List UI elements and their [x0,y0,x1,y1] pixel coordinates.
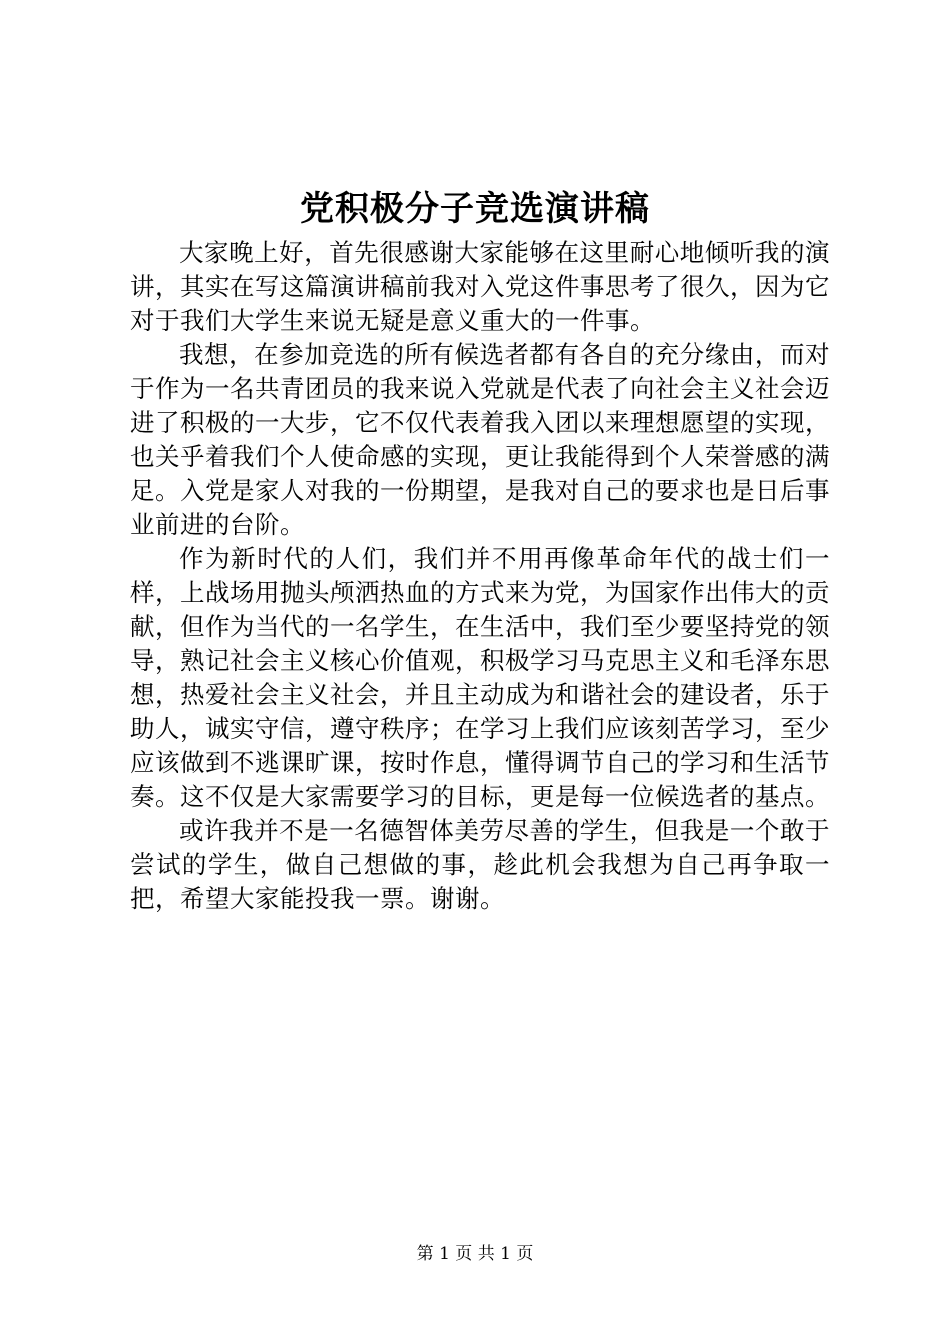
paragraph-1: 大家晚上好，首先很感谢大家能够在这里耐心地倾听我的演讲，其实在写这篇演讲稿前我对入党这件事思考了很久，因为它对于我们大学生来说无疑是意义重大的一件事。 [130,238,830,335]
paragraph-3: 作为新时代的人们，我们并不用再像革命年代的战士们一样，上战场用抛头颅洒热血的方式来为党，为国家作出伟大的贡献，但作为当代的一名学生，在生活中，我们至少要坚持党的领导，熟记社会主义核心价值观，积极学习马克思主义和毛泽东思想，热爱社会主义社会，并且主动成为和谐社会的建设者，乐于助人，诚实守信，遵守秩序；在学习上我们应该刻苦学习，至少应该做到不逃课旷课，按时作息，懂得调节自己的学习和生活节奏。这不仅是大家需要学习的目标，更是每一位候选者的基点。 [130,544,830,811]
page-footer [0,1242,950,1266]
paragraph-4: 或许我并不是一名德智体美劳尽善的学生，但我是一个敢于尝试的学生，做自己想做的事，趁此机会我想为自己再争取一把，希望大家能投我一票。谢谢。 [130,816,830,913]
page-number-label: 第 1 页 共 1 页 [416,1244,534,1264]
paragraph-2: 我想，在参加竞选的所有候选者都有各自的充分缘由，而对于作为一名共青团员的我来说入党就是代表了向社会主义社会迈进了积极的一大步，它不仅代表着我入团以来理想愿望的实现，也关乎着我们个人使命感的实现，更让我能得到个人荣誉感的满足。入党是家人对我的一份期望，是我对自己的要求也是日后事业前进的台阶。 [130,340,830,539]
document-body [130,236,830,916]
document-title: 党积极分子竞选演讲稿 [300,189,650,229]
